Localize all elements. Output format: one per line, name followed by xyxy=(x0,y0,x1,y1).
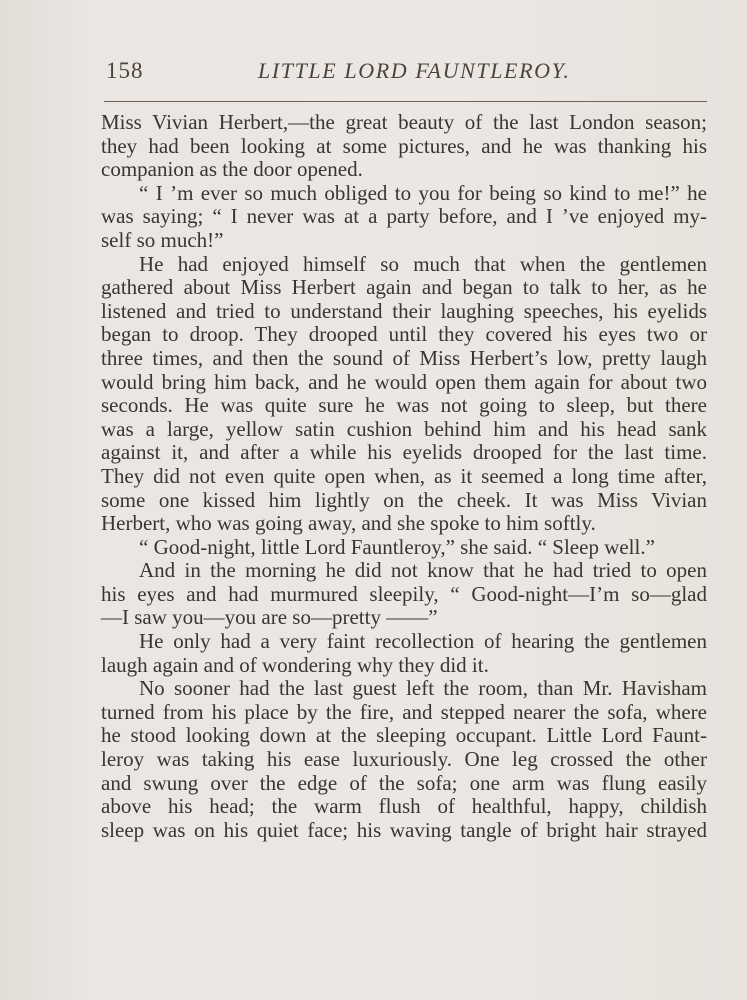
text-line: “ Good-night, little Lord Fauntleroy,” she said. “ Sleep well.” xyxy=(139,534,655,559)
text-line: and swung over the edge of the sofa; one arm was flung easily xyxy=(101,770,707,795)
text-line: began to droop. They drooped until they covered his eyes two or xyxy=(101,322,707,347)
text-line: listened and tried to understand their laughing speeches, his eyelids xyxy=(101,298,707,323)
text-line: leroy was taking his ease luxuriously. One leg crossed the other xyxy=(101,747,707,772)
running-title: LITTLE LORD FAUNTLEROY. xyxy=(258,58,571,83)
body-text xyxy=(101,111,707,842)
text-line: he stood looking down at the sleeping occupant. Little Lord Faunt- xyxy=(101,723,707,748)
text-line: companion as the door opened. xyxy=(101,157,363,182)
text-line: “ I ’m ever so much obliged to you for being so kind to me!” he xyxy=(139,180,707,205)
text-line: self so much!” xyxy=(101,227,224,252)
text-line: He only had a very faint recollection of hearing the gentlemen xyxy=(139,629,707,654)
text-line: gathered about Miss Herbert again and began to talk to her, as he xyxy=(101,275,707,300)
text-line: He had enjoyed himself so much that when the gentlemen xyxy=(139,251,707,276)
text-line: against it, and after a while his eyelids drooped for the last time. xyxy=(101,440,707,465)
text-line: his eyes and had murmured sleepily, “ Good-night—I’m so—glad xyxy=(101,581,707,606)
page-number: 158 xyxy=(106,58,144,83)
text-line: three times, and then the sound of Miss Herbert’s low, pretty laugh xyxy=(101,345,707,370)
text-line: turned from his place by the fire, and stepped nearer the sofa, where xyxy=(101,699,707,724)
text-line: was saying; “ I never was at a party before, and I ’ve enjoyed my- xyxy=(101,204,707,229)
text-line: Herbert, who was going away, and she spoke to him softly. xyxy=(101,511,596,536)
text-line: above his head; the warm flush of healthful, happy, childish xyxy=(101,794,707,819)
text-line: Miss Vivian Herbert,—the great beauty of the last London season; xyxy=(101,110,707,134)
text-line: some one kissed him lightly on the cheek. It was Miss Vivian xyxy=(101,487,707,512)
header-rule xyxy=(104,101,707,102)
text-line: sleep was on his quiet face; his waving tangle of bright hair strayed xyxy=(101,817,707,842)
text-line: would bring him back, and he would open them again for about two xyxy=(101,369,707,394)
text-line: laugh again and of wondering why they did it. xyxy=(101,652,489,677)
text-line: was a large, yellow satin cushion behind him and his head sank xyxy=(101,416,707,441)
text-line: seconds. He was quite sure he was not going to sleep, but there xyxy=(101,393,707,418)
page-header xyxy=(106,54,706,88)
text-line: —I saw you—you are so—pretty ——” xyxy=(101,605,438,630)
text-line: They did not even quite open when, as it seemed a long time after, xyxy=(101,463,707,488)
text-line: And in the morning he did not know that he had tried to open xyxy=(139,558,707,583)
text-line: No sooner had the last guest left the room, than Mr. Havisham xyxy=(139,676,707,701)
text-line: they had been looking at some pictures, and he was thanking his xyxy=(101,133,707,158)
